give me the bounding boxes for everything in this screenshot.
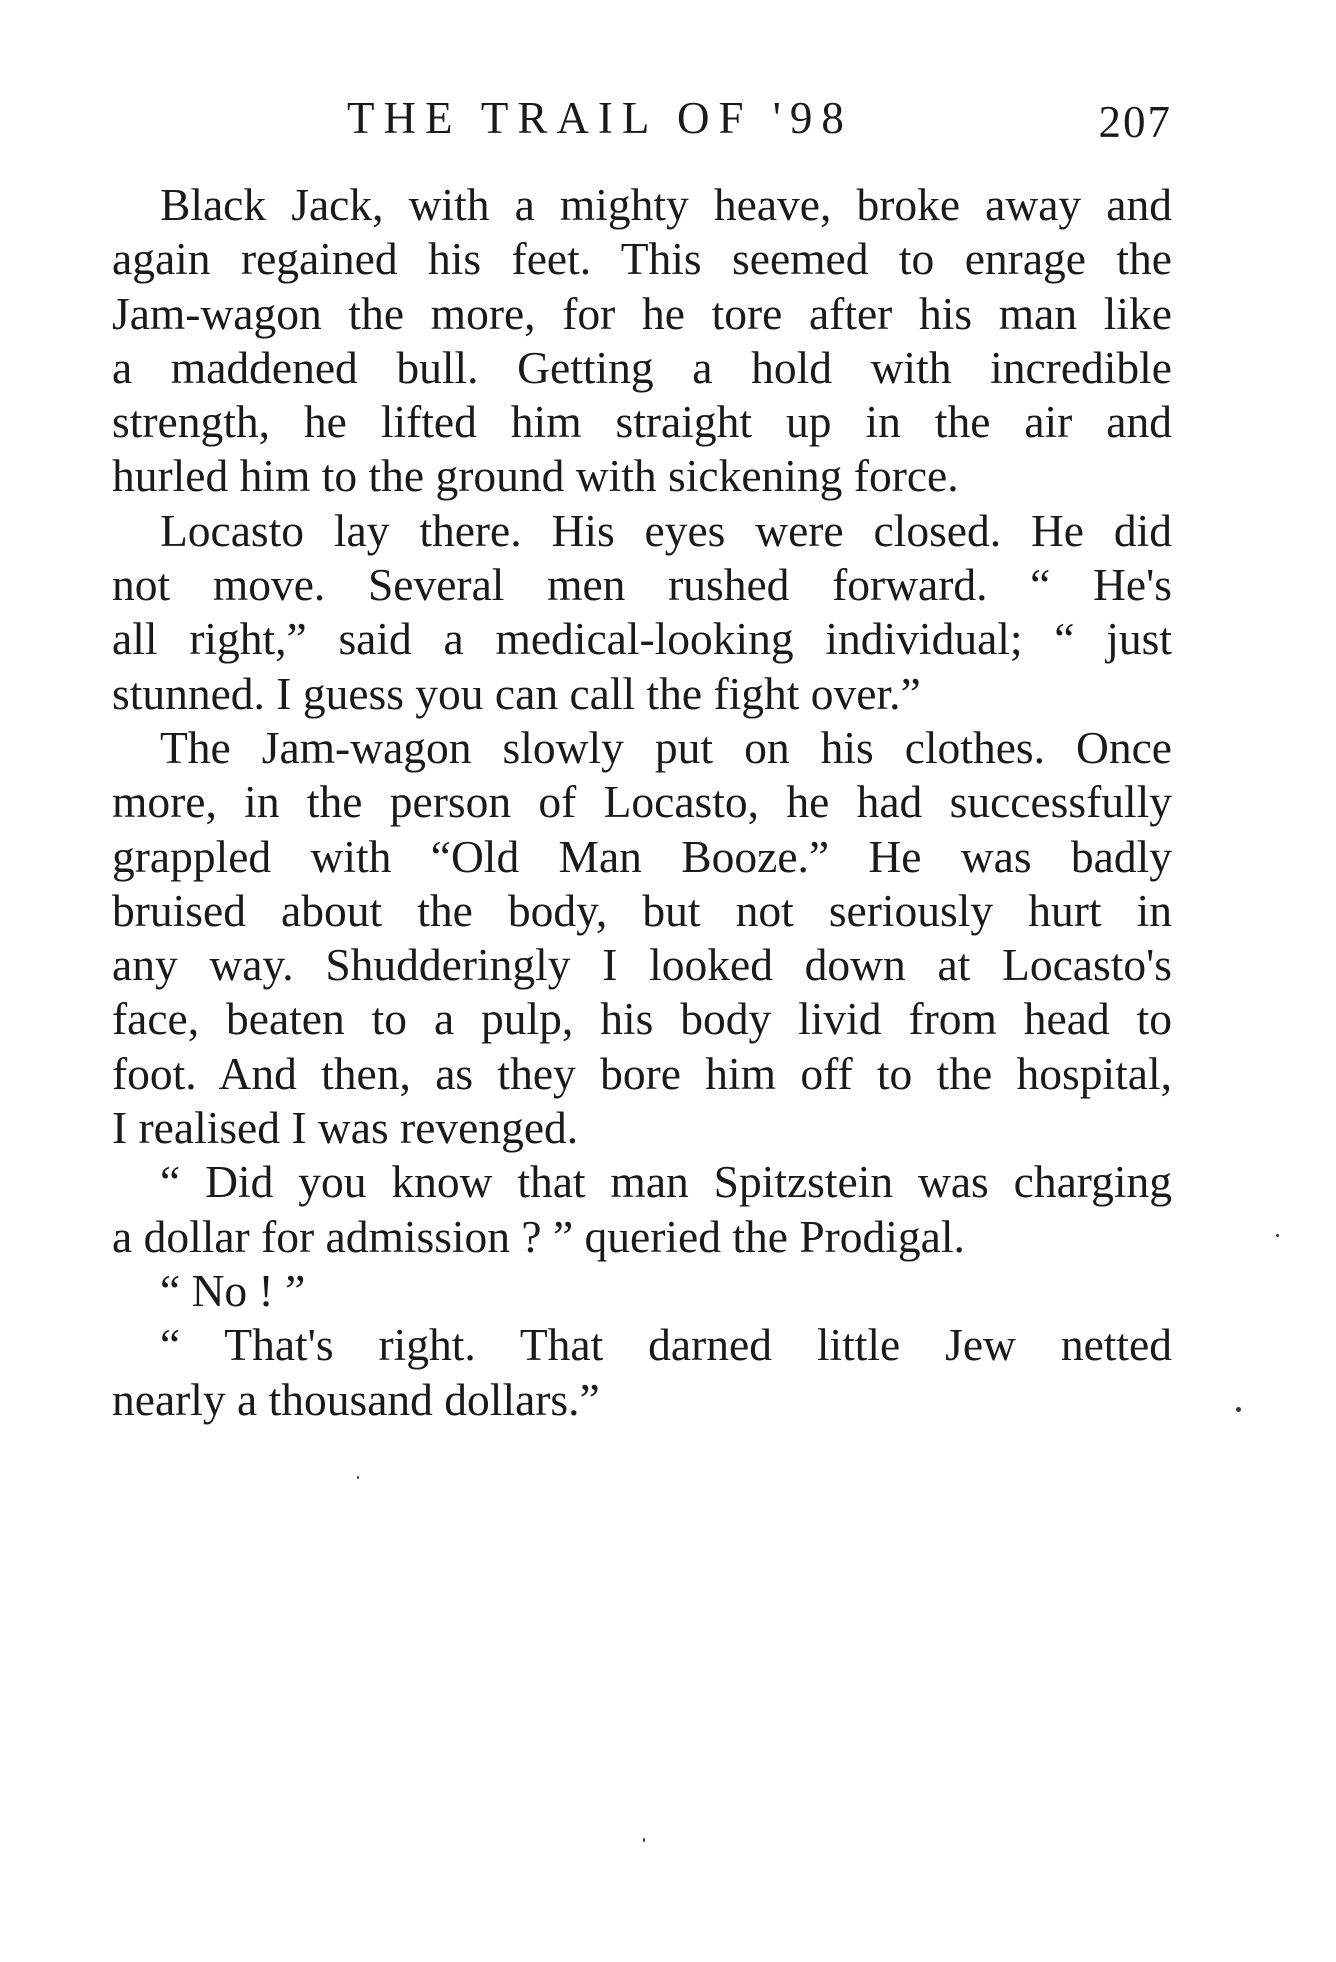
scan-speck <box>1276 1234 1279 1237</box>
page-number: 207 <box>1098 97 1172 147</box>
scan-speck <box>1236 1407 1241 1412</box>
running-head: THE TRAIL OF '98 <box>347 93 853 143</box>
text-line: a dollar for admission ? ” queried the Prodigal. <box>112 1210 965 1262</box>
body-text <box>112 178 1172 1427</box>
text-line: more, in the person of Locasto, he had successfully <box>112 776 1172 828</box>
scan-speck <box>357 1476 359 1479</box>
text-line: bruised about the body, but not seriously hurt in <box>112 884 1172 936</box>
text-line: The Jam-wagon slowly put on his clothes. Once <box>160 721 1172 773</box>
scan-speck <box>643 1838 645 1842</box>
text-line: Locasto lay there. His eyes were closed. He did <box>160 504 1172 556</box>
text-line: a maddened bull. Getting a hold with incredible <box>112 341 1172 393</box>
page-header <box>112 88 1172 148</box>
text-line: “ No ! ” <box>160 1264 306 1316</box>
text-line: Black Jack, with a mighty heave, broke away and <box>160 179 1172 230</box>
text-line: again regained his feet. This seemed to enrage the <box>112 233 1172 285</box>
text-line: “ That's right. That darned little Jew netted <box>160 1319 1172 1371</box>
text-line: not move. Several men rushed forward. “ He's <box>112 559 1172 611</box>
text-line: stunned. I guess you can call the fight over.” <box>112 667 921 719</box>
text-line: any way. Shudderingly I looked down at Locasto's <box>112 939 1172 991</box>
text-line: hurled him to the ground with sickening force. <box>112 450 959 502</box>
text-line: Jam-wagon the more, for he tore after his man like <box>112 287 1172 339</box>
text-line: foot. And then, as they bore him off to the hospital, <box>112 1047 1172 1099</box>
text-line: strength, he lifted him straight up in the air and <box>112 396 1172 448</box>
text-line: nearly a thousand dollars.” <box>112 1373 600 1425</box>
text-line: face, beaten to a pulp, his body livid from head to <box>112 993 1172 1045</box>
text-line: “ Did you know that man Spitzstein was charging <box>160 1156 1172 1208</box>
text-line: grappled with “Old Man Booze.” He was badly <box>112 830 1172 882</box>
text-line: I realised I was revenged. <box>112 1102 579 1154</box>
text-line: all right,” said a medical-looking individual; “ just <box>112 613 1172 665</box>
